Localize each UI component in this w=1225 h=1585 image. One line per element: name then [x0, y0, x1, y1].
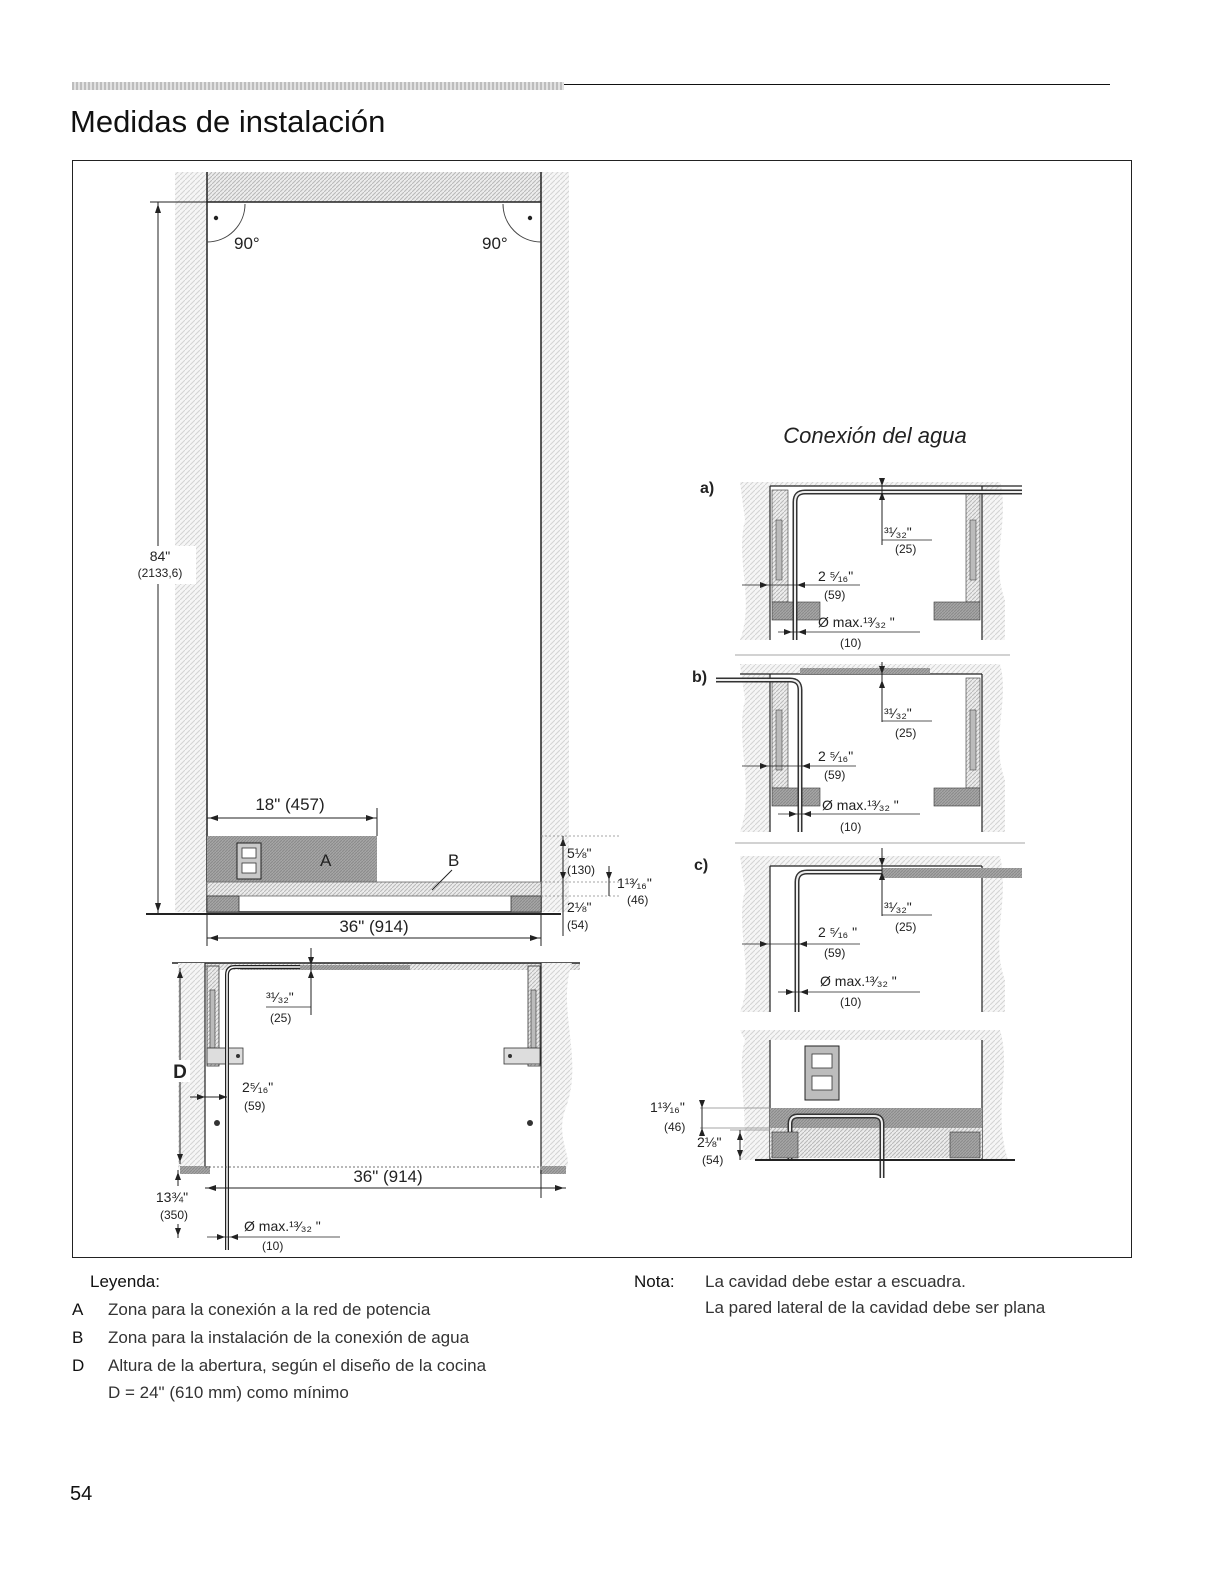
- variant-c-pipe-mm: (10): [840, 995, 862, 1009]
- legend-item-b: [72, 1328, 469, 1348]
- variant-a-top-in: ³¹⁄₃₂": [884, 524, 912, 540]
- legend-item-a: [72, 1300, 430, 1320]
- legend-text: Zona para la instalación de la conexión de agua: [108, 1328, 470, 1347]
- angle-left-label: 90°: [234, 234, 260, 253]
- front-d1-in: 5⅛": [567, 845, 592, 861]
- water-outlet-detail: [650, 1030, 1015, 1178]
- top-cabinet: [207, 172, 541, 202]
- variant-c-pipe-in: Ø max.¹³⁄₃₂ ": [820, 973, 897, 989]
- detail-d2-in: 2⅛": [697, 1134, 722, 1150]
- water-variant-b: [692, 662, 1005, 834]
- top-depth-in: ³¹⁄₃₂": [266, 989, 294, 1005]
- top-pipe-in: Ø max.¹³⁄₃₂ ": [244, 1218, 321, 1234]
- front-d3-mm: (54): [567, 918, 589, 932]
- top-width-label: 36" (914): [353, 1167, 423, 1186]
- variant-b-pipe-in: Ø max.¹³⁄₃₂ ": [822, 797, 899, 813]
- variant-b-side-mm: (59): [824, 768, 846, 782]
- height-mm-label: (2133,6): [137, 566, 183, 580]
- zone-b-label: B: [448, 851, 460, 870]
- variant-b-top-in: ³¹⁄₃₂": [884, 705, 912, 721]
- front-d2-in: 1¹³⁄₁₆": [617, 875, 652, 891]
- page-title: Medidas de instalación: [70, 104, 386, 139]
- variant-b-pipe-mm: (10): [840, 820, 862, 834]
- legend-key: D: [72, 1356, 85, 1375]
- variant-c-label: c): [694, 857, 709, 874]
- variant-c-side-mm: (59): [824, 946, 846, 960]
- variant-b-side-in: 2 ⁵⁄₁₆": [818, 748, 854, 764]
- water-variant-a: [700, 478, 1022, 650]
- note-line: La pared lateral de la cavidad debe ser plana: [705, 1298, 1046, 1317]
- variant-a-side-in: 2 ⁵⁄₁₆": [818, 568, 854, 584]
- water-connection-title: Conexión del agua: [783, 423, 967, 448]
- variant-b-label: b): [692, 669, 708, 686]
- angle-right-label: 90°: [482, 234, 508, 253]
- variant-a-top-mm: (25): [895, 542, 917, 556]
- legend-d-note: D = 24" (610 mm) como mínimo: [108, 1383, 349, 1402]
- top-pipe-mm: (10): [262, 1239, 284, 1253]
- water-variant-c: [694, 848, 1022, 1012]
- note-label: Nota:: [634, 1272, 675, 1291]
- top-depth-mm: (25): [270, 1011, 292, 1025]
- front-d1-mm: (130): [567, 863, 596, 877]
- page-number: 54: [70, 1483, 93, 1505]
- legend-text: Altura de la abertura, según el diseño de la cocina: [108, 1356, 487, 1375]
- left-wall: [175, 172, 207, 912]
- variant-a-label: a): [700, 480, 715, 497]
- top-side-in: 2⁵⁄₁₆": [242, 1079, 274, 1095]
- legend-key: A: [72, 1300, 84, 1319]
- legend-text: Zona para la conexión a la red de potencia: [108, 1300, 431, 1319]
- front-view: [124, 172, 652, 946]
- right-wall: [541, 172, 569, 912]
- top-d-label: D: [173, 1062, 187, 1083]
- power-width-label: 18" (457): [255, 795, 325, 814]
- legend-title: Leyenda:: [90, 1272, 160, 1291]
- front-width-label: 36" (914): [339, 917, 409, 936]
- zone-a-area: [207, 836, 377, 882]
- variant-c-top-mm: (25): [895, 920, 917, 934]
- legend-key: B: [72, 1328, 84, 1347]
- zone-b-area: [207, 882, 541, 896]
- front-d3-in: 2⅛": [567, 899, 592, 915]
- variant-b-top-mm: (25): [895, 726, 917, 740]
- height-in-label: 84": [149, 548, 171, 564]
- variant-a-side-mm: (59): [824, 588, 846, 602]
- top-view: [140, 948, 580, 1253]
- note-line: La cavidad debe estar a escuadra.: [705, 1272, 966, 1291]
- variant-c-side-in: 2 ⁵⁄₁₆ ": [818, 924, 858, 940]
- variant-a-pipe-mm: (10): [840, 636, 862, 650]
- variant-a-pipe-in: Ø max.¹³⁄₃₂ ": [818, 614, 895, 630]
- legend-item-d: [72, 1356, 486, 1376]
- detail-d2-mm: (54): [702, 1153, 724, 1167]
- left-bracket-icon: [207, 896, 239, 912]
- top-side-mm: (59): [244, 1099, 266, 1113]
- top-bottom-in: 13¾": [155, 1189, 189, 1205]
- detail-d1-mm: (46): [664, 1120, 686, 1134]
- top-bottom-mm: (350): [159, 1208, 189, 1222]
- detail-d1-in: 1¹³⁄₁₆": [650, 1099, 685, 1115]
- right-bracket-icon: [511, 896, 541, 912]
- zone-a-label: A: [320, 851, 332, 870]
- variant-c-top-in: ³¹⁄₃₂": [884, 899, 912, 915]
- front-d2-mm: (46): [627, 893, 649, 907]
